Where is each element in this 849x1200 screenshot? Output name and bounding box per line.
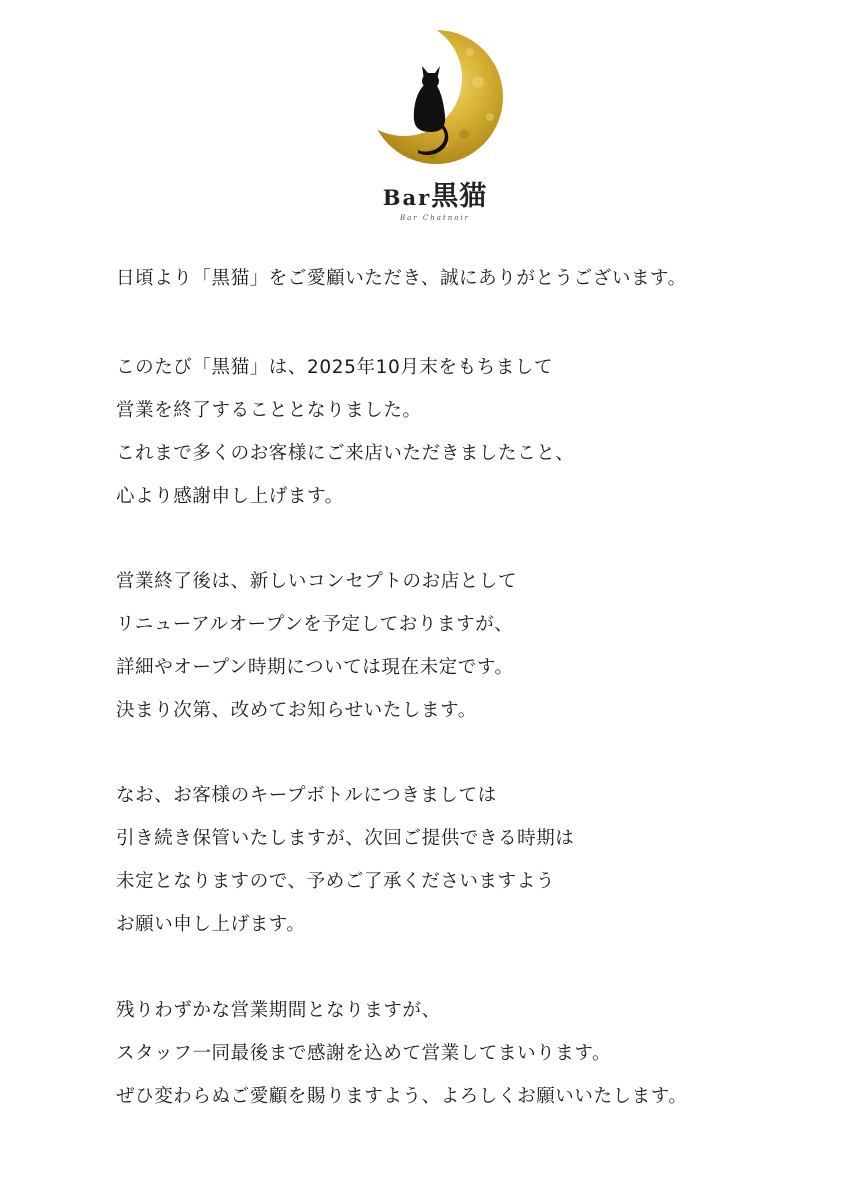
logo-title-latin: Bar: [382, 185, 432, 210]
bar-kuroneko-logo: [360, 22, 510, 237]
letter-line: スタッフ一同最後まで感謝を込めて営業してまいります。: [116, 1043, 612, 1064]
letter-line: 引き続き保管いたしますが、次回ご提供できる時期は: [116, 828, 575, 849]
logo-subtitle: Bar Chatnoir: [399, 214, 471, 222]
letter-line: 心より感謝申し上げます。: [116, 486, 344, 507]
letter-line: リニューアルオープンを予定しておりますが、: [116, 614, 514, 635]
letter-line: 詳細やオープン時期については現在未定です。: [116, 657, 514, 678]
letter-line: 営業終了後は、新しいコンセプトのお店として: [116, 571, 518, 592]
logo-title: [360, 174, 510, 213]
letter-line: これまで多くのお客様にご来店いただきましたこと、: [116, 443, 575, 464]
logo-title-jp: 黒猫: [431, 181, 488, 212]
letter-line: お願い申し上げます。: [116, 914, 306, 935]
letter-line: 未定となりますので、予めご了承くださいますよう: [116, 871, 555, 892]
letter-line: 営業を終了することとなりました。: [116, 400, 422, 421]
letter-line: 残りわずかな営業期間となりますが、: [116, 1000, 441, 1021]
letter-line: このたび「黒猫」は、2025年10月末をもちまして: [116, 357, 554, 378]
letter-line: 決まり次第、改めてお知らせいたします。: [116, 700, 477, 721]
letter-line: 日頃より「黒猫」をご愛顧いただき、誠にありがとうございます。: [116, 268, 687, 289]
letter-line: ぜひ変わらぬご愛顧を賜りますよう、よろしくお願いいたします。: [116, 1086, 688, 1107]
letter-line: なお、お客様のキープボトルにつきましては: [116, 785, 497, 806]
crescent-moon-cat-icon: [360, 22, 510, 172]
